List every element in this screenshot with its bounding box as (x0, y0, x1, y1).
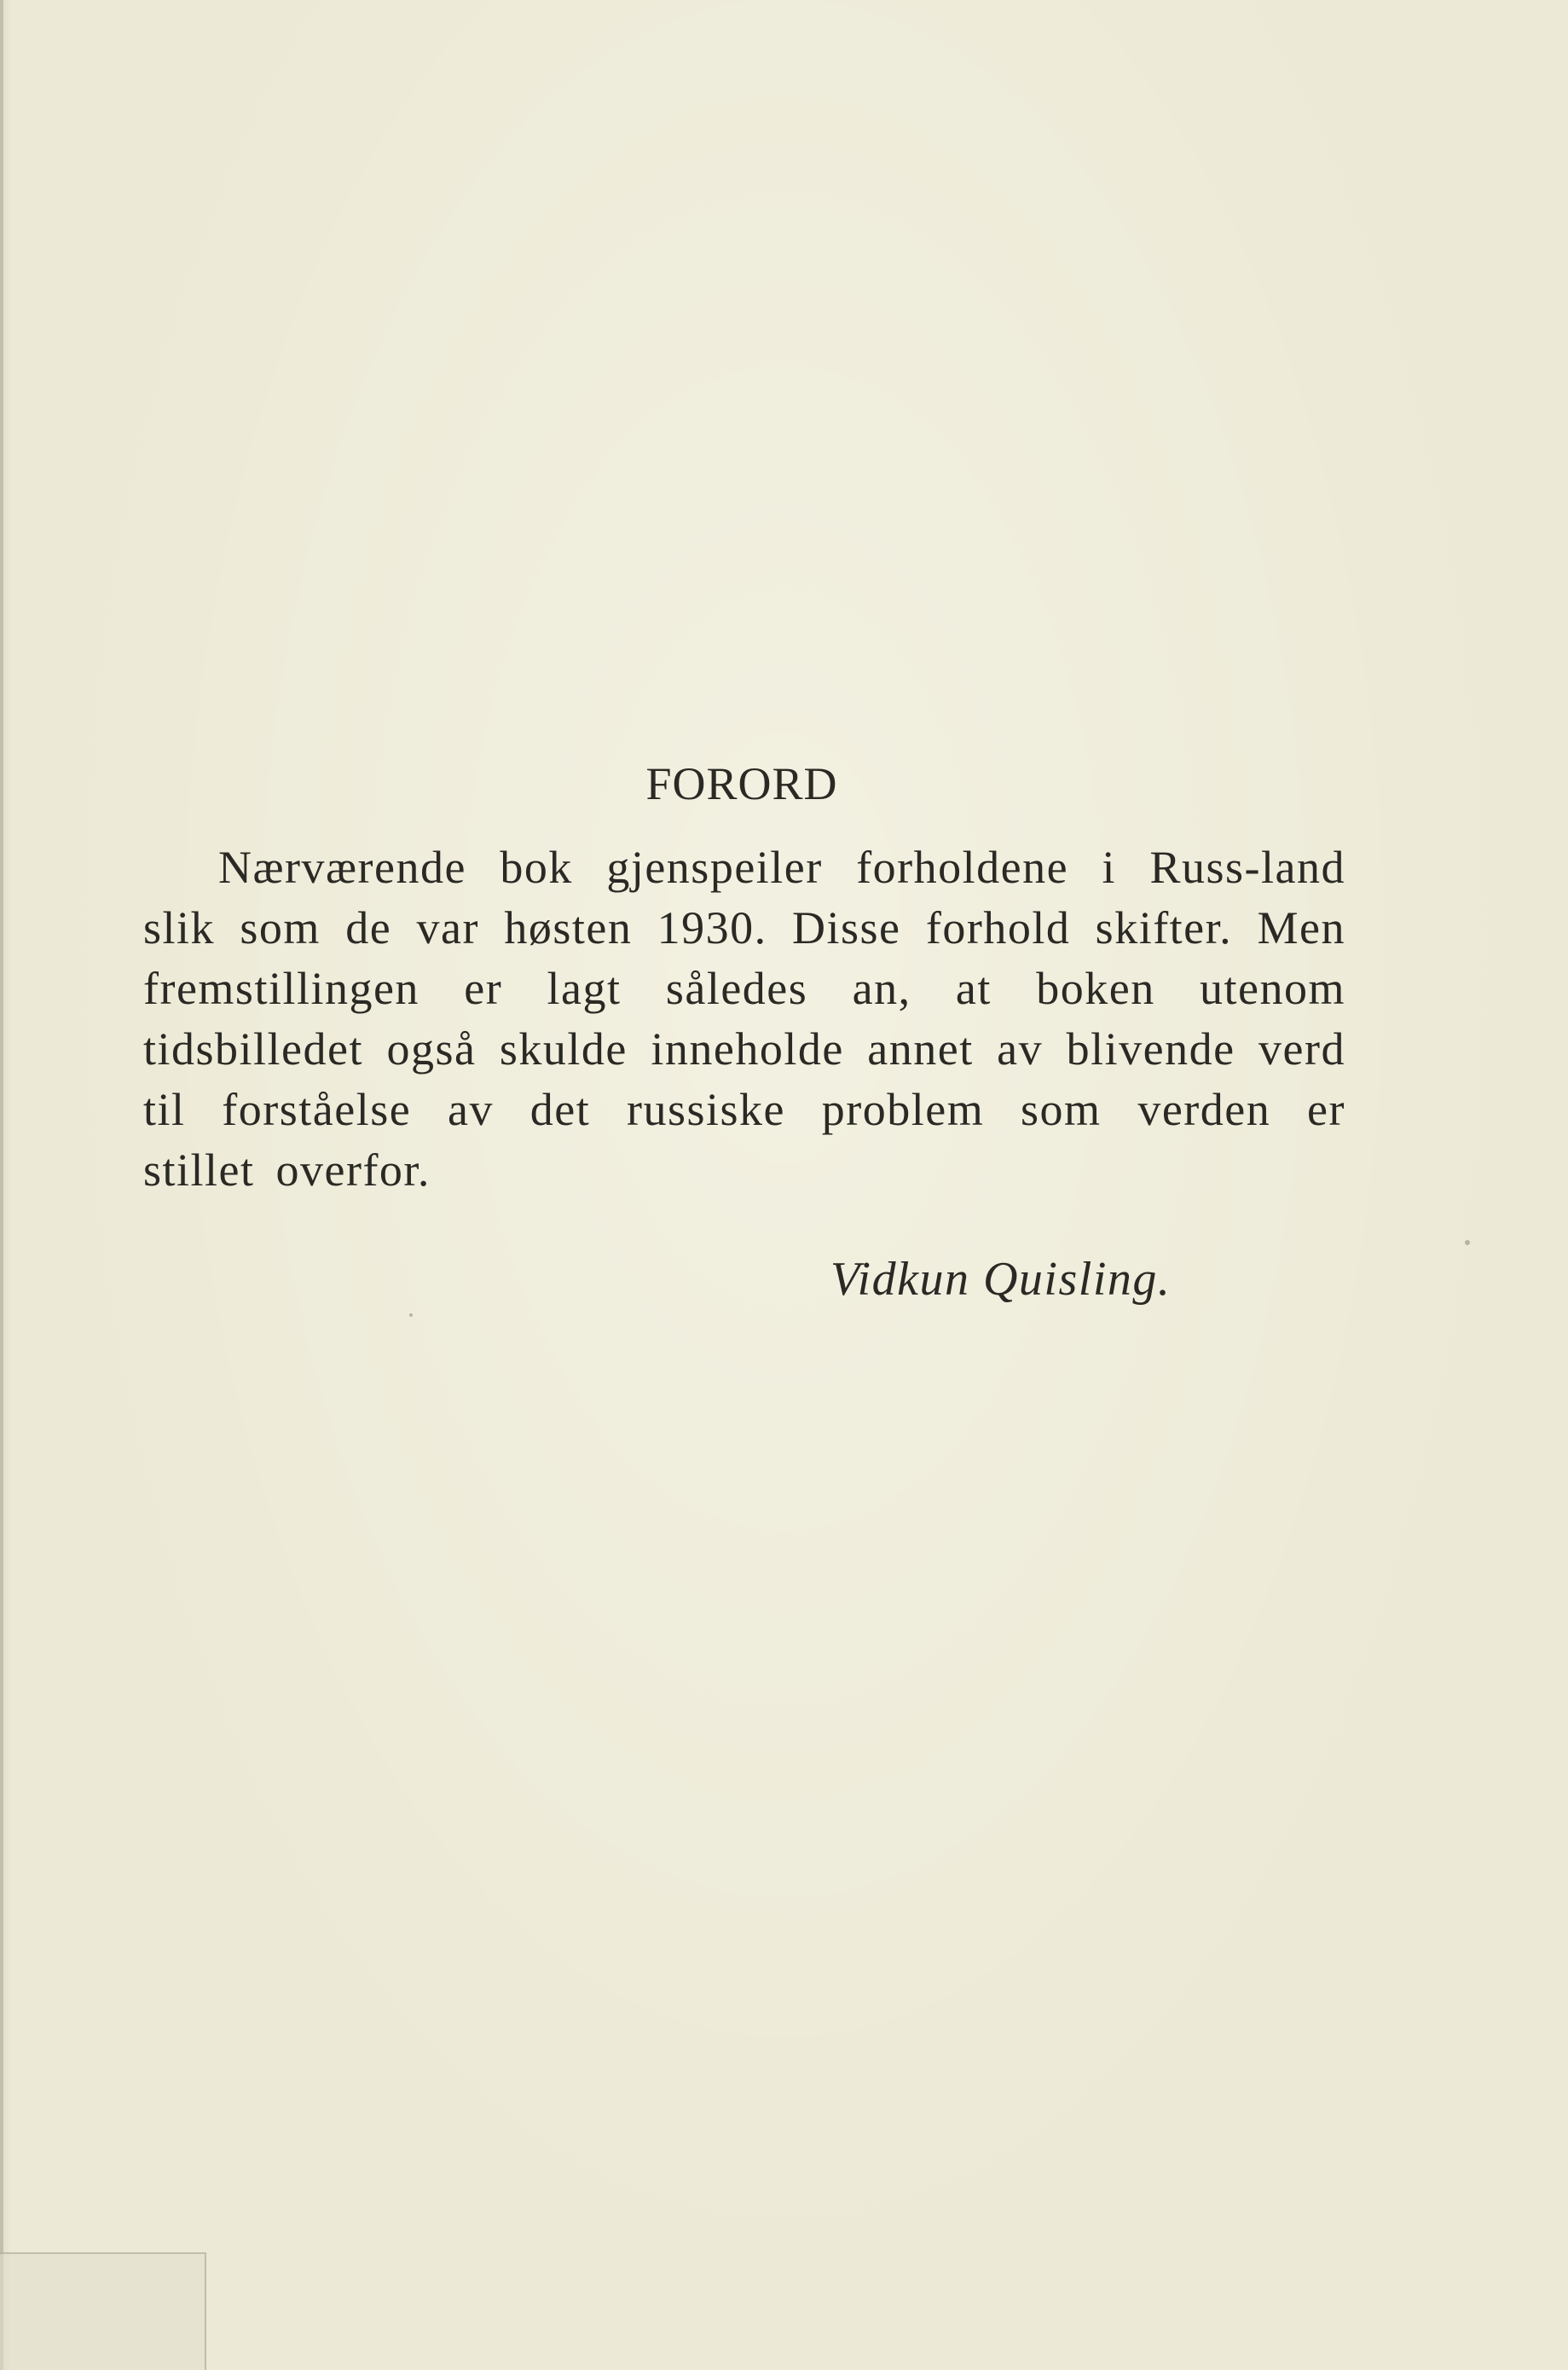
paper-speck (1465, 1240, 1470, 1245)
author-signature: Vidkun Quisling. (830, 1253, 1172, 1306)
page-heading: FORORD (645, 758, 838, 809)
page-corner-tab (0, 2252, 206, 2370)
paper-speck (409, 1313, 413, 1317)
page-left-edge (0, 0, 3, 2370)
foreword-paragraph: Nærværende bok gjenspeiler forholdene i Russ-land slik som de var høsten 1930. Disse forhold skifter. Men fremstillingen er lagt således an, at boken utenom tidsbilledet også skulde inneholde annet av blivende verd til forståelse av det russiske problem som verden er stillet overfor. (143, 842, 1345, 1196)
